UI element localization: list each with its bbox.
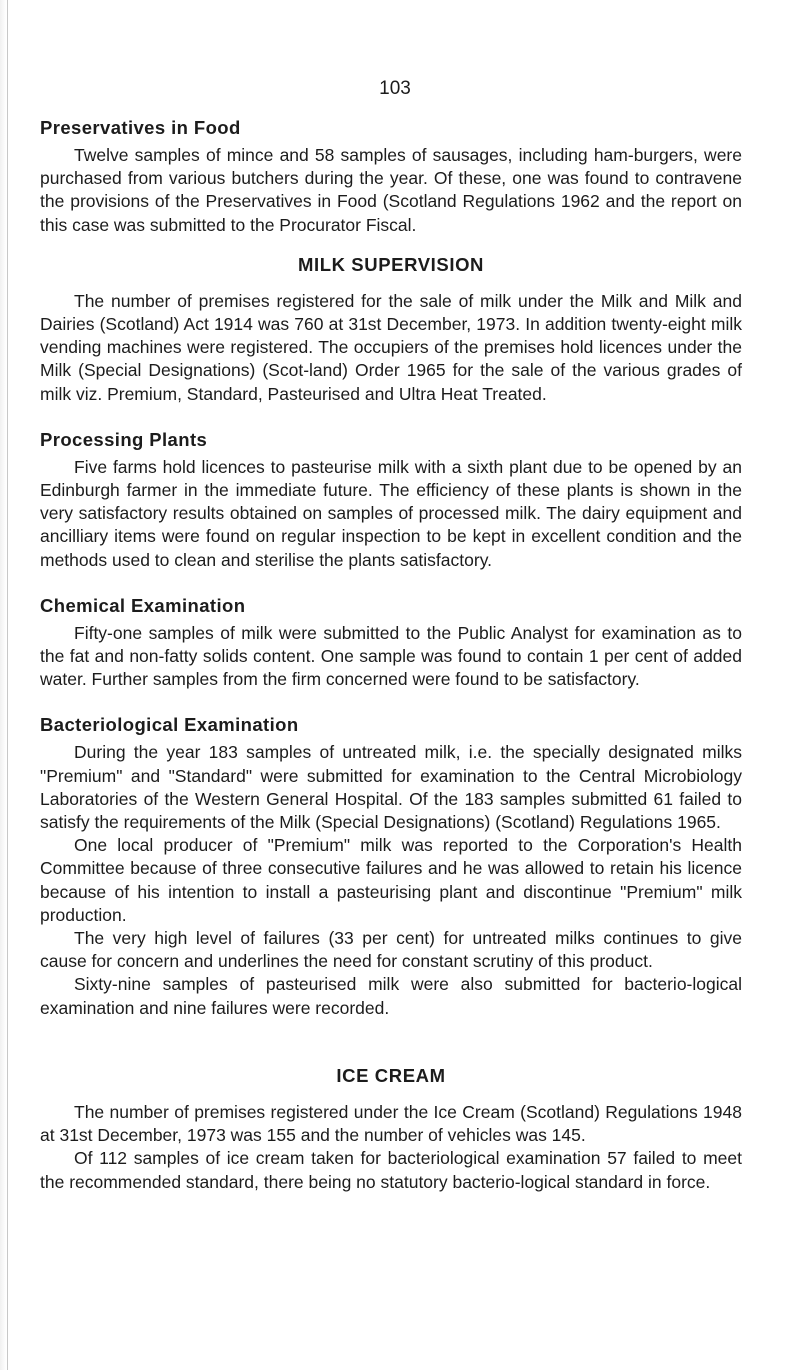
paragraph-bacteriological-4: Sixty-nine samples of pasteurised milk were also submitted for bacterio-logical examination and nine failures were recorded.	[40, 974, 742, 1018]
section-preservatives-in-food	[40, 116, 742, 237]
paragraph-ice-cream-1: The number of premises registered under the Ice Cream (Scotland) Regulations 1948 at 31st December, 1973 was 155 and the number of vehicles was 145.	[40, 1101, 742, 1146]
section-heading-chemical-examination: Chemical Examination	[40, 594, 246, 616]
paragraph-preservatives: Twelve samples of mince and 58 samples of sausages, including ham-burgers, were purchased from various butchers during the year. Of these, one was found to contravene the provisions of the Preservatives in Food (Scotland Regulations 1962 and the report on this case was submitted to the Procurator Fiscal.	[40, 145, 742, 235]
paragraph-ice-cream-2: Of 112 samples of ice cream taken for bacteriological examination 57 failed to meet the recommended standard, there being no statutory bacterio-logical standard in force.	[40, 1148, 742, 1192]
section-heading-milk-supervision: MILK SUPERVISION	[297, 253, 485, 275]
section-bacteriological-examination	[40, 713, 742, 1019]
paragraph-bacteriological-2: One local producer of "Premium" milk was reported to the Corporation's Health Committee because of three consecutive failures and he was allowed to retain his licence because of his intention to install a pasteurising plant and discontinue "Premium" milk production.	[40, 835, 742, 925]
section-processing-plants	[40, 428, 742, 572]
paragraph-bacteriological-3: The very high level of failures (33 per cent) for untreated milks continues to give cause for concern and underlines the need for constant scrutiny of this product.	[40, 928, 742, 972]
paragraph-bacteriological-1: During the year 183 samples of untreated milk, i.e. the specially designated milks "Premium" and "Standard" were submitted for examination to the Central Microbiology Laboratories of the Western General Hospital. Of the 183 samples submitted 61 failed to satisfy the requirements of the Milk (Special Designations) (Scotland) Regulations 1965.	[40, 742, 742, 833]
section-heading-bacteriological-examination: Bacteriological Examination	[40, 714, 299, 736]
section-chemical-examination	[40, 594, 742, 692]
section-ice-cream	[40, 1064, 742, 1194]
paragraph-milk-supervision: The number of premises registered for the sale of milk under the Milk and Milk and Dairies (Scotland) Act 1914 was 760 at 31st December, 1973. In addition twenty-eight milk vending machines were registered. The occupiers of the premises hold licences under the Milk (Special Designations) (Scot-land) Order 1965 for the sale of the various grades of milk viz. Premium, Standard, Pasteurised and Ultra Heat Treated.	[40, 290, 742, 404]
page-number: 103	[379, 78, 411, 99]
section-milk-supervision	[40, 253, 742, 406]
paragraph-chemical-examination: Fifty-one samples of milk were submitted to the Public Analyst for examination as to the fat and non-fatty solids content. One sample was found to contain 1 per cent of added water. Further samples from the firm concerned were found to be satisfactory.	[40, 622, 742, 690]
section-heading-ice-cream: ICE CREAM	[336, 1064, 446, 1086]
page-binding-shadow	[0, 0, 6, 1370]
paragraph-processing-plants: Five farms hold licences to pasteurise milk with a sixth plant due to be opened by an Edinburgh farmer in the immediate future. The efficiency of these plants is shown in the very satisfactory results obtained on samples of processed milk. The dairy equipment and ancilliary items were found on regular inspection to be kept in excellent condition and the methods used to clean and sterilise the plants satisfactory.	[40, 456, 742, 570]
section-heading-processing-plants: Processing Plants	[40, 428, 208, 450]
document-page	[40, 78, 742, 1194]
page-binding-line	[7, 0, 8, 1370]
section-heading-preservatives: Preservatives in Food	[40, 117, 241, 138]
